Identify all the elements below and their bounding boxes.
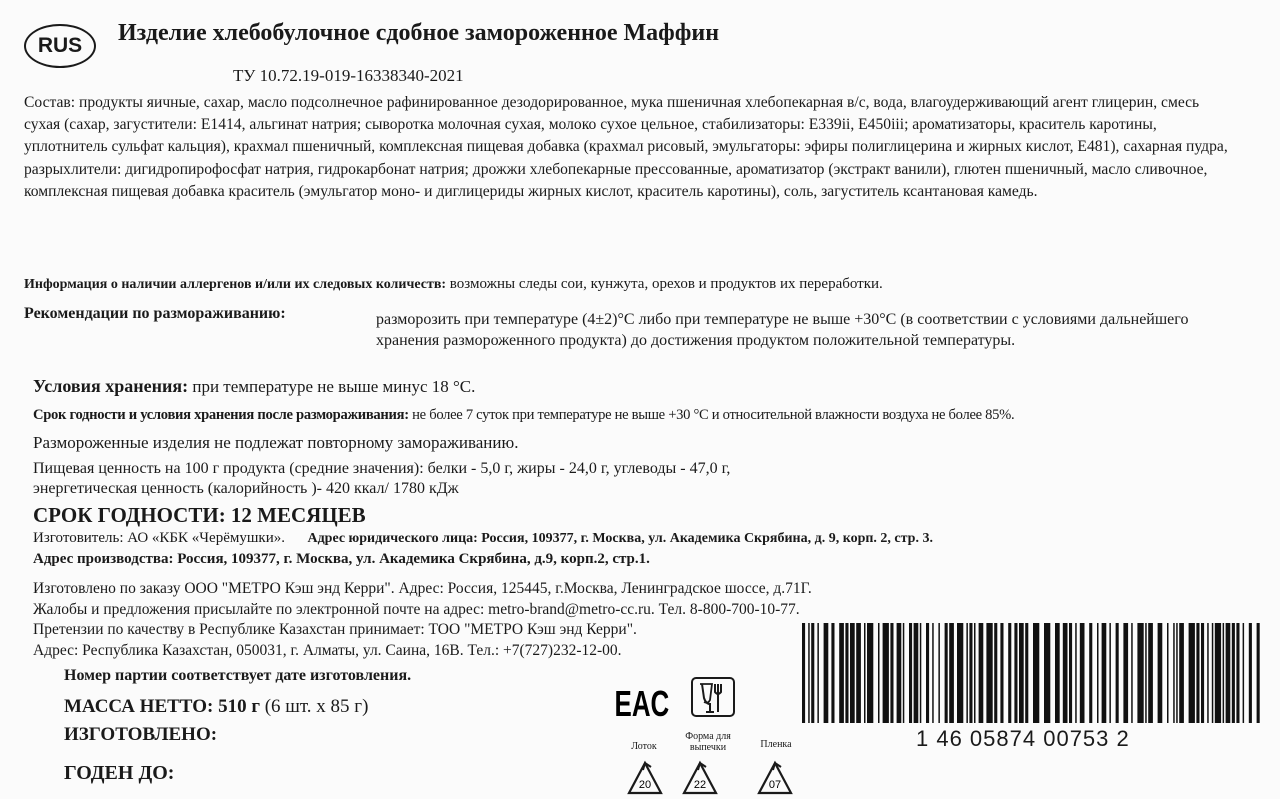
barcode-bar <box>1215 623 1221 723</box>
barcode-bar <box>1232 623 1235 723</box>
film-label: Пленка <box>760 739 792 750</box>
barcode-bar <box>909 623 912 723</box>
barcode-bar <box>1137 623 1143 723</box>
barcode-bar <box>1249 623 1252 723</box>
form-code: 22 <box>693 779 707 791</box>
barcode-bar <box>1123 623 1128 723</box>
barcode-bar <box>864 623 866 723</box>
shelf-life: СРОК ГОДНОСТИ: 12 МЕСЯЦЕВ <box>33 503 366 527</box>
order-info <box>33 579 812 661</box>
shelf-after-defrost-label: Срок годности и условия хранения после размораживания: <box>33 407 409 423</box>
barcode-bar <box>1063 623 1068 723</box>
barcode-bar <box>920 623 922 723</box>
nutrition-info <box>33 459 730 499</box>
barcode-bar <box>1158 623 1163 723</box>
barcode-bar <box>867 623 873 723</box>
barcode-bar <box>850 623 855 723</box>
shelf-after-defrost-text: не более 7 суток при температуре не выше +30 °С и относительной влажности воздуха не более 85%. <box>412 407 1015 423</box>
barcode-bar <box>966 623 968 723</box>
barcode-bar <box>1179 623 1184 723</box>
form-label: Форма для выпечки <box>685 731 731 753</box>
nutrition-line-2: энергетическая ценность (калорийность )- 420 ккал/ 1780 кДж <box>33 480 459 497</box>
product-title: Изделие хлебобулочное сдобное замороженное Маффин <box>118 20 720 46</box>
barcode-bar <box>1109 623 1111 723</box>
barcode-bar <box>1033 623 1039 723</box>
barcode-bar <box>1055 623 1060 723</box>
barcode-bar <box>1212 623 1214 723</box>
barcode-number: 1 46 05874 00753 2 <box>916 726 1130 751</box>
eac-mark-icon <box>614 683 670 725</box>
barcode-bar <box>1257 623 1260 723</box>
barcode-bar <box>1000 623 1003 723</box>
nutrition-line-1: Пищевая ценность на 100 г продукта (средние значения): белки - 5,0 г, жиры - 24,0 г, углеводы - 47,0 г, <box>33 460 731 477</box>
food-contact-icon <box>690 676 736 718</box>
barcode-bar <box>1069 623 1072 723</box>
defrost-text: разморозить при температуре (4±2)°С либо при температуре не выше +30°С (в соответствии с условиями дальнейшего хранения размороженного продукта) до достижения продуктом положительной температуры. <box>376 311 1189 349</box>
barcode-icon <box>800 623 1265 729</box>
barcode-bar <box>1201 623 1204 723</box>
barcode-bar <box>883 623 889 723</box>
barcode-bar <box>1236 623 1239 723</box>
barcode-bar <box>839 623 844 723</box>
allergens-text: возможны следы сои, кунжута, орехов и продуктов их переработки. <box>449 276 883 292</box>
composition-text: Состав: продукты яичные, сахар, масло подсолнечное рафинированное дезодорированное, мука пшеничная хлебопекарная в/с, вода, влагоудерживающий агент глицерин, смесь сухая (сахар, загустители: Е1414, альгинат натрия; сыворотка молочная сухая, молоко сухое цельное, стабилизаторы: Е339ii, Е450iii; ароматизаторы, краситель каротины, уплотнитель сульфат кальция), крахмал пшеничный, комплексная пищевая добавка (крахмал рисовый, эмульгаторы: эфиры полиглицерина и жирных кислот, Е481), сахарная пудра, разрыхлители: дигидропирофосфат натрия, гидрокарбонат натрия; дрожжи хлебопекарные прессованные, ароматизатор (экстракт ванили), глютен пшеничный, масло сливочное, комплексная пищевая добавка краситель (эмульгатор моно- и диглицериды жирных кислот, краситель каротины), соль, загуститель ксантановая камедь. <box>24 94 1228 200</box>
barcode-bar <box>903 623 905 723</box>
film-code: 07 <box>768 779 782 791</box>
defrost-label: Рекомендации по размораживанию: <box>24 305 286 322</box>
barcode-bar <box>969 623 972 723</box>
allergens-info <box>24 276 883 293</box>
barcode-bar <box>824 623 829 723</box>
order-line-4: Адрес: Республика Казахстан, 050031, г. Алматы, ул. Саина, 16В. Тел.: +7(727)232-12-00. <box>33 641 622 659</box>
manufacturer-name: Изготовитель: АО «КБК «Черёмушки». <box>33 530 285 546</box>
net-mass <box>64 696 368 718</box>
order-line-1: Изготовлено по заказу ООО "МЕТРО Кэш энд Керри". Адрес: Россия, 125445, г.Москва, Ленинградское шоссе, д.71Г. <box>33 580 812 597</box>
barcode-bar <box>1089 623 1092 723</box>
tray-code: 20 <box>638 779 652 791</box>
barcode-bar <box>1145 623 1147 723</box>
allergens-label: Информация о наличии аллергенов и/или их следовых количеств: <box>24 277 447 292</box>
recycle-form-icon <box>680 759 720 799</box>
barcode-bar <box>1080 623 1085 723</box>
best-before-label: ГОДЕН ДО: <box>64 762 175 784</box>
barcode-bar <box>1019 623 1024 723</box>
barcode-bar <box>1014 623 1017 723</box>
barcode-bar <box>938 623 940 723</box>
net-mass-detail: (6 шт. х 85 г) <box>264 696 369 717</box>
recycle-film-icon <box>755 759 795 799</box>
barcode-bar <box>914 623 919 723</box>
storage-conditions <box>33 376 475 397</box>
barcode-bar <box>932 623 934 723</box>
barcode-bar <box>945 623 948 723</box>
order-line-2: Жалобы и предложения присылайте по электронной почте на адрес: metro-brand@metro-cc.ru. Тел. 8-800-700-10-77. <box>33 600 800 618</box>
barcode-bar <box>1148 623 1153 723</box>
batch-note: Номер партии соответствует дате изготовления. <box>64 667 412 684</box>
barcode-bar <box>949 623 954 723</box>
barcode-bar <box>1226 623 1231 723</box>
barcode-bar <box>802 623 805 723</box>
recycle-tray-icon <box>625 759 665 799</box>
production-address: Адрес производства: Россия, 109377, г. Москва, ул. Академика Скрябина, д.9, корп.2, стр.1. <box>33 551 650 567</box>
net-mass-label: МАССА НЕТТО: 510 г <box>64 696 260 717</box>
barcode-bar <box>1044 623 1050 723</box>
barcode-bar <box>1131 623 1133 723</box>
storage-text: при температуре не выше минус 18 °С. <box>192 377 476 396</box>
barcode-bar <box>1116 623 1119 723</box>
barcode-bar <box>1207 623 1209 723</box>
barcode-bar <box>1102 623 1107 723</box>
tech-spec-number: ТУ 10.72.19-019-16338340-2021 <box>233 66 464 85</box>
barcode-bar <box>1176 623 1178 723</box>
barcode-bar <box>808 623 810 723</box>
tray-label: Лоток <box>631 741 657 752</box>
barcode-bar <box>817 623 819 723</box>
barcode-bar <box>994 623 997 723</box>
eac-mark-text: EAC <box>614 683 670 725</box>
no-refreeze-note: Размороженные изделия не подлежат повторному замораживанию. <box>33 433 519 452</box>
legal-address: Адрес юридического лица: Россия, 109377, г. Москва, ул. Академика Скрябина, д. 9, корп. 2, стр. 3. <box>307 531 933 546</box>
barcode-bar <box>986 623 992 723</box>
barcode-bar <box>957 623 963 723</box>
barcode-bar <box>1025 623 1028 723</box>
barcode-bar <box>811 623 814 723</box>
barcode-bar <box>1189 623 1195 723</box>
barcode-bar <box>845 623 848 723</box>
barcode-bar <box>856 623 861 723</box>
barcode-bar <box>878 623 880 723</box>
shelf-after-defrost <box>33 407 1014 424</box>
barcode-bar <box>974 623 976 723</box>
barcode-bar <box>1173 623 1175 723</box>
barcode-bar <box>1075 623 1077 723</box>
barcode-bar <box>1008 623 1011 723</box>
barcode-bar <box>979 623 984 723</box>
barcode-bar <box>897 623 902 723</box>
made-date-label: ИЗГОТОВЛЕНО: <box>64 724 218 745</box>
barcode-bar <box>1223 623 1225 723</box>
barcode-bar <box>926 623 929 723</box>
barcode-bar <box>1097 623 1099 723</box>
barcode-bar <box>831 623 834 723</box>
barcode-bar <box>1167 623 1169 723</box>
storage-label: Условия хранения: <box>33 376 189 396</box>
barcode-bar <box>890 623 893 723</box>
country-badge: RUS <box>24 24 96 68</box>
manufacturer-line <box>33 530 933 547</box>
barcode-bar <box>1243 623 1245 723</box>
barcode-bar <box>1196 623 1199 723</box>
order-line-3: Претензии по качеству в Республике Казахстан принимает: ТОО "МЕТРО Кэш энд Керри". <box>33 621 637 638</box>
